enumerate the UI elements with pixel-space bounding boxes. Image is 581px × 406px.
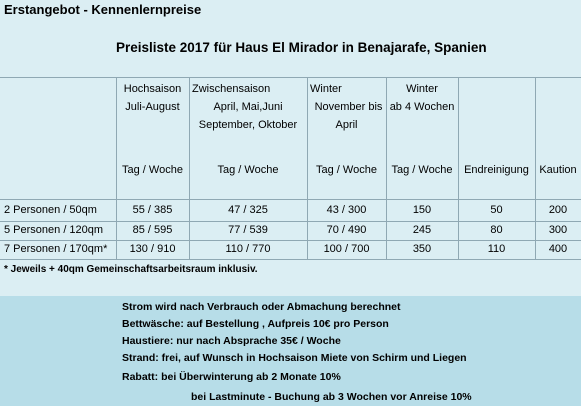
header-line: November bis <box>314 101 383 113</box>
table-cell: 43 / 300 <box>326 204 367 216</box>
table-cell: 200 <box>548 204 568 216</box>
unit-header-endreinigung: Endreinigung <box>464 164 529 176</box>
row-label: 5 Personen / 120qm <box>4 224 104 236</box>
unit-header: Tag / Woche <box>316 164 377 176</box>
footnote: * Jeweils + 40qm Gemeinschaftsarbeitsraum inklusiv. <box>4 264 258 275</box>
table-cell: 110 / 770 <box>225 243 271 255</box>
table-cell: 47 / 325 <box>228 204 268 216</box>
header-line: April, Mai,Juni <box>213 101 283 113</box>
table-cell: 70 / 490 <box>326 224 367 236</box>
row-label: 2 Personen / 50qm <box>4 204 97 216</box>
table-cell: 110 <box>487 243 506 255</box>
header-line: September, Oktober <box>198 119 298 131</box>
unit-header: Tag / Woche <box>391 164 453 176</box>
table-cell: 150 <box>412 204 432 216</box>
note-strand: Strand: frei, auf Wunsch in Hochsaison Miete von Schirm und Liegen <box>122 352 467 364</box>
note-lastminute: bei Lastminute - Buchung ab 3 Wochen vor Anreise 10% <box>191 391 472 403</box>
header-line: Zwischensaison <box>192 83 271 95</box>
table-cell: 85 / 595 <box>132 224 173 236</box>
table-cell: 300 <box>548 224 568 236</box>
header-hochsaison <box>116 80 189 116</box>
table-cell: 400 <box>548 243 568 255</box>
grid-line <box>0 199 581 200</box>
header-line: ab 4 Wochen <box>389 101 455 113</box>
notes-section <box>0 296 581 406</box>
header-line: Winter <box>310 83 342 95</box>
header-winter <box>307 80 386 134</box>
header-line: Juli-August <box>125 101 180 113</box>
note-haustiere: Haustiere: nur nach Absprache 35€ / Woche <box>122 335 341 347</box>
table-cell: 130 / 910 <box>129 243 176 255</box>
table-cell: 77 / 539 <box>228 224 268 236</box>
header-line: Hochsaison <box>123 83 182 95</box>
table-cell: 100 / 700 <box>323 243 370 255</box>
header-winter-4-wochen <box>386 80 458 116</box>
unit-header: Tag / Woche <box>217 164 279 176</box>
table-cell: 80 <box>490 224 503 236</box>
note-rabatt: Rabatt: bei Überwinterung ab 2 Monate 10% <box>122 371 341 383</box>
header-zwischensaison <box>189 80 307 134</box>
table-cell: 55 / 385 <box>132 204 173 216</box>
table-cell: 50 <box>490 204 503 216</box>
row-label: 7 Personen / 170qm* <box>4 243 108 255</box>
grid-line <box>0 77 581 78</box>
grid-line <box>0 259 581 260</box>
note-bettwaesche: Bettwäsche: auf Bestellung , Aufpreis 10€ pro Person <box>122 318 389 330</box>
unit-header-kaution: Kaution <box>539 164 577 176</box>
unit-header: Tag / Woche <box>122 164 183 176</box>
note-strom: Strom wird nach Verbrauch oder Abmachung berechnet <box>122 301 401 313</box>
price-list-subtitle: Preisliste 2017 für Haus El Mirador in Benajarafe, Spanien <box>116 40 487 55</box>
table-cell: 350 <box>412 243 432 255</box>
page-title: Erstangebot - Kennenlernpreise <box>4 2 202 17</box>
header-line: April <box>335 119 358 131</box>
table-cell: 245 <box>412 224 432 236</box>
header-line: Winter <box>406 83 438 95</box>
